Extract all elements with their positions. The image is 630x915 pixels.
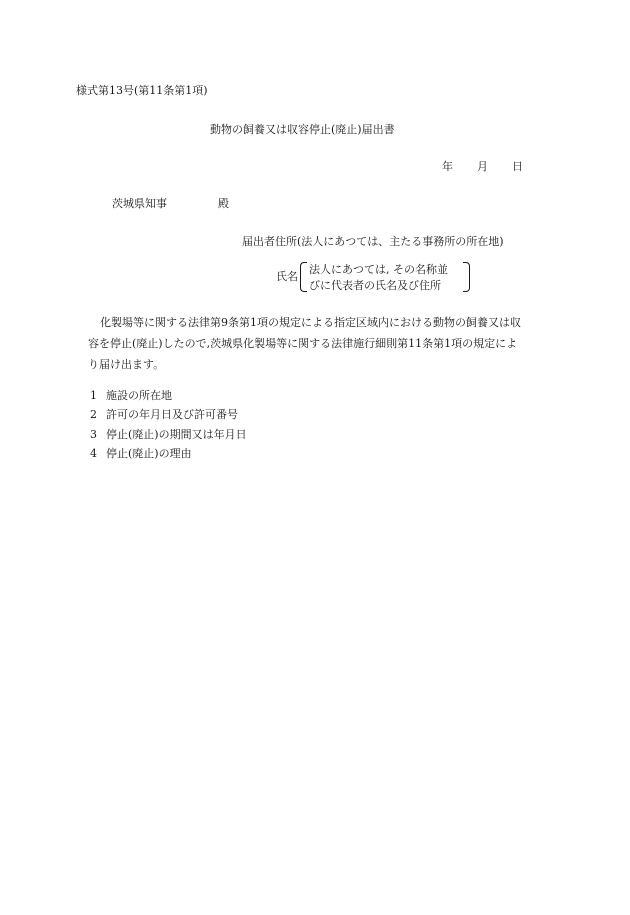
date-year-label: 年 xyxy=(442,160,453,173)
item-number: 3 xyxy=(90,427,97,441)
item-list xyxy=(90,390,247,467)
body-line-1: 化製場等に関する法律第9条第1項の規定による指定区域内における動物の飼養又は収 xyxy=(100,316,521,329)
list-item xyxy=(90,390,247,409)
right-bracket xyxy=(463,262,470,292)
left-bracket xyxy=(300,262,307,292)
applicant-name-label: 氏名 xyxy=(276,270,298,283)
body-line-3: り届け出ます。 xyxy=(88,358,165,371)
body-paragraph xyxy=(88,312,560,375)
item-text: 許可の年月日及び許可番号 xyxy=(106,408,238,422)
list-item xyxy=(90,429,247,448)
item-text: 停止(廃止)の理由 xyxy=(106,446,192,460)
name-note-line-2: びに代表者の氏名及び住所 xyxy=(309,279,441,292)
item-text: 停止(廃止)の期間又は年月日 xyxy=(106,427,247,441)
item-text: 施設の所在地 xyxy=(106,389,172,402)
date-month-label: 月 xyxy=(477,160,488,173)
date-day-label: 日 xyxy=(512,160,523,173)
applicant-address-label: 届出者住所(法人にあつては、主たる事務所の所在地) xyxy=(242,235,504,248)
list-item xyxy=(90,409,247,428)
name-note-line-1: 法人にあつては, その名称並 xyxy=(309,263,448,276)
item-number: 4 xyxy=(90,446,97,460)
recipient-name: 茨城県知事 xyxy=(112,197,167,210)
item-number: 1 xyxy=(90,389,97,402)
form-number: 様式第13号(第11条第1項) xyxy=(76,84,208,97)
date-line xyxy=(442,161,523,172)
document-title: 動物の飼養又は収容停止(廃止)届出書 xyxy=(210,123,395,136)
list-item xyxy=(90,448,247,467)
recipient-honorific: 殿 xyxy=(218,197,229,210)
body-line-2: 容を停止(廃止)したので,茨城県化製場等に関する法律施行細則第11条第1項の規定によ xyxy=(88,337,518,350)
item-number: 2 xyxy=(90,408,97,422)
